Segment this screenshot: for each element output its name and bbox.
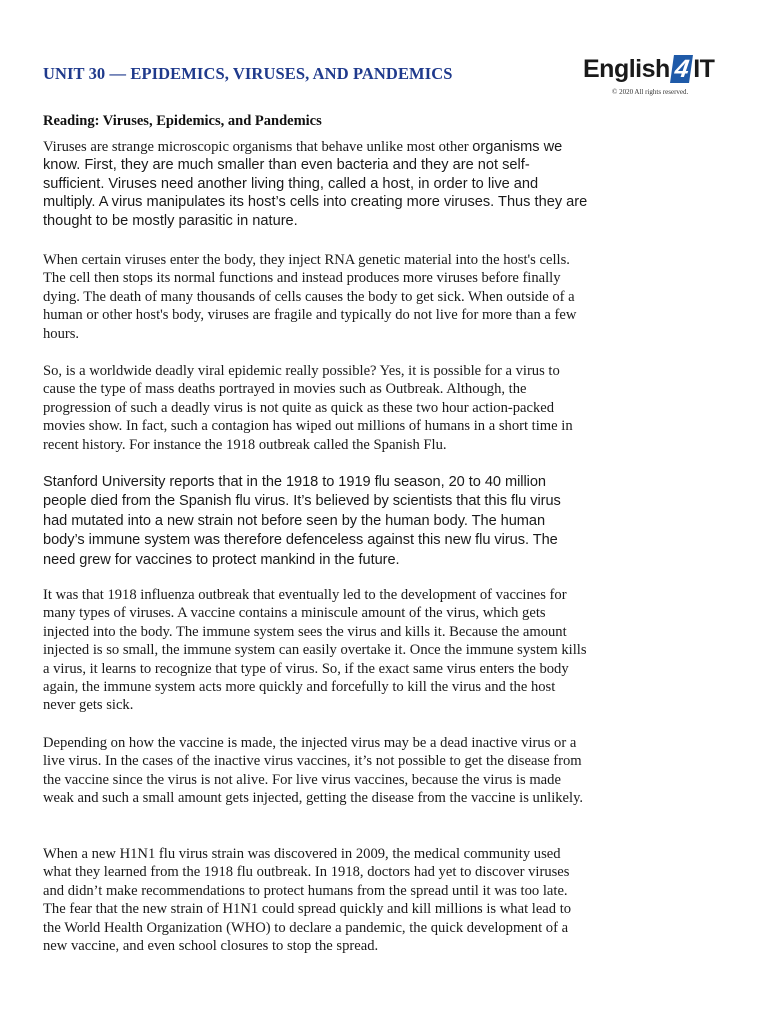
logo-suffix: IT — [693, 55, 715, 83]
paragraph-6: Depending on how the vaccine is made, the injected virus may be a dead inactive virus or a live virus. In the cases of the inactive virus vaccines, it’s not possible to get the disease from the vaccine since the virus is not alive. For live virus vaccines, because the virus is made weak and such a small amount gets injected, getting the disease from the vaccine is unlikely. — [43, 735, 584, 807]
paragraph-1-sans-part: organisms we know. First, they are much smaller than even bacteria and they are not self-sufficient. Viruses need another living thing, called a host, in order to live and multiply. A virus manipulates its host’s cells into creating more viruses. Thus they are thought to be mostly parasitic in nature. — [43, 139, 588, 229]
paragraph-7: When a new H1N1 flu virus strain was discovered in 2009, the medical community used what they learned from the 1918 flu outbreak. In 1918, doctors had yet to discover viruses and didn’t make recommendations to protect humans from the spread until it was too late. The fear that the new strain of H1N1 could spread quickly and kill millions is what lead to the World Health Organization (WHO) to declare a pandemic, the quick development of a new vaccine, and even school closures to stop the spread. — [43, 846, 572, 955]
paragraph-3: So, is a worldwide deadly viral epidemic really possible? Yes, it is possible for a virus to cause the type of mass deaths portrayed in movies such as Outbreak. Although, the progression of such a deadly virus is not quite as quick as these two hour action-packed movies show. In fact, such a contagion has wiped out millions of humans in a short time in recent history. For instance the 1918 outbreak called the Spanish Flu. — [43, 363, 573, 453]
paragraph-1-serif-part: Viruses are strange microscopic organisms that behave unlike most other — [43, 139, 473, 155]
logo-badge: 4 — [670, 55, 693, 83]
reading-heading: Reading: Viruses, Epidemics, and Pandemics — [43, 113, 322, 129]
copyright-notice: © 2020 All rights reserved. — [612, 88, 689, 96]
logo-prefix: English — [583, 55, 670, 83]
paragraph-2: When certain viruses enter the body, they inject RNA genetic material into the host's cells. The cell then stops its normal functions and instead produces more viruses before finally dying. The death of many thousands of cells causes the body to get sick. When outside of a human or other host's body, viruses are fragile and typically do not live for more than a few hours. — [43, 252, 577, 342]
paragraph-5: It was that 1918 influenza outbreak that eventually led to the development of vaccines for many types of viruses. A vaccine contains a miniscule amount of the virus, which gets injected into the body. The immune system sees the virus and kills it. Because the amount injected is so small, the immune system can easily overtake it. Once the immune system kills a virus, it learns to recognize that type of virus. So, if the exact same virus enters the body again, the immune system acts more quickly and forcefully to kill the virus and the host never gets sick. — [43, 587, 587, 714]
paragraph-4: Stanford University reports that in the 1918 to 1919 flu season, 20 to 40 million people died from the Spanish flu virus. It’s believed by scientists that this flu virus had mutated into a new strain not before seen by the human body. The human body’s immune system was therefore defenceless against this new flu virus. The need grew for vaccines to protect mankind in the future. — [43, 474, 561, 568]
english4it-logo — [583, 52, 723, 92]
unit-title: UNIT 30 — EPIDEMICS, VIRUSES, AND PANDEMICS — [43, 64, 453, 83]
paragraph-1 — [43, 138, 588, 230]
logo-wordmark — [583, 52, 714, 86]
